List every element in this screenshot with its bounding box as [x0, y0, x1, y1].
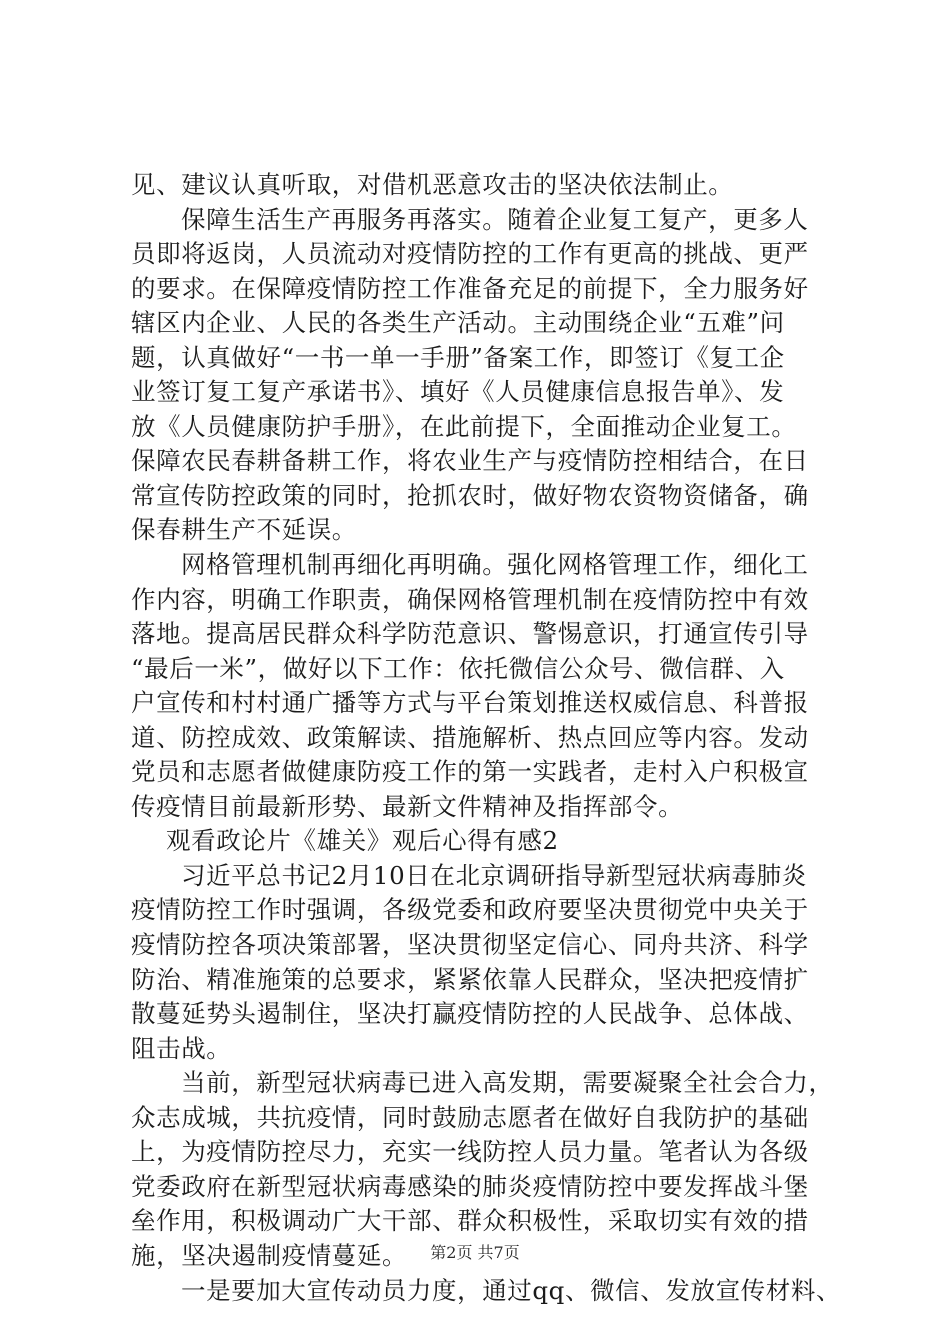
text-line: 户宣传和村村通广播等方式与平台策划推送权威信息、科普报 [131, 688, 809, 718]
paragraph-start-line: 习近平总书记2月10日在北京调研指导新型冠状病毒肺炎 [181, 860, 807, 890]
text-line: 散蔓延势头遏制住，坚决打赢疫情防控的人民战争、总体战、 [131, 999, 809, 1029]
text-line: 传疫情目前最新形势、最新文件精神及指挥部令。 [131, 791, 684, 821]
text-line: 疫情防控各项决策部署，坚决贯彻坚定信心、同舟共济、科学 [131, 930, 809, 960]
text-line: “最后一米”，做好以下工作：依托微信公众号、微信群、入 [131, 653, 785, 683]
paragraph-start-line: 保障生活生产再服务再落实。随着企业复工复产，更多人 [181, 204, 809, 234]
text-line: 见、建议认真听取，对借机恶意攻击的坚决依法制止。 [131, 170, 734, 199]
document-body [131, 168, 842, 1308]
text-line: 辖区内企业、人民的各类生产活动。主动围绕企业“五难”问 [131, 308, 785, 338]
text-line: 疫情防控工作时强调，各级党委和政府要坚决贯彻党中央关于 [131, 895, 809, 925]
text-line: 党员和志愿者做健康防疫工作的第一实践者，走村入户积极宣 [131, 757, 809, 787]
text-line: 施，坚决遏制疫情蔓延。 [131, 1240, 408, 1270]
text-line: 众志成城，共抗疫情，同时鼓励志愿者在做好自我防护的基础 [131, 1102, 809, 1132]
text-line: 放《人员健康防护手册》，在此前提下，全面推动企业复工。 [131, 411, 797, 441]
text-line: 保春耕生产不延误。 [131, 515, 357, 545]
text-line: 题，认真做好“一书一单一手册”备案工作，即签订《复工企 [131, 342, 785, 372]
text-line: 垒作用，积极调动广大干部、群众积极性，采取切实有效的措 [131, 1206, 809, 1236]
text-line: 保障农民春耕备耕工作，将农业生产与疫情防控相结合，在日 [131, 446, 809, 476]
text-line: 道、防控成效、政策解读、措施解析、热点回应等内容。发动 [131, 722, 809, 752]
text-line: 的要求。在保障疫情防控工作准备充足的前提下，全力服务好 [131, 273, 809, 303]
section-heading: 观看政论片《雄关》观后心得有感2 [166, 826, 559, 856]
text-line: 业签订复工复产承诺书》、填好《人员健康信息报告单》、发 [131, 377, 785, 407]
text-line: 党委政府在新型冠状病毒感染的肺炎疫情防控中要发挥战斗堡 [131, 1171, 809, 1201]
text-line: 落地。提高居民群众科学防范意识、警惕意识，打通宣传引导 [131, 619, 809, 649]
text-line: 上，为疫情防控尽力，充实一线防控人员力量。笔者认为各级 [131, 1137, 809, 1167]
text-line: 作内容，明确工作职责，确保网格管理机制在疫情防控中有效 [131, 584, 809, 614]
page-number: 第2页 共7页 [430, 1243, 520, 1262]
text-line: 防治、精准施策的总要求，紧紧依靠人民群众，坚决把疫情扩 [131, 964, 809, 994]
paragraph-start-line: 一是要加大宣传动员力度，通过qq、微信、发放宣传材料、 [181, 1275, 842, 1305]
text-line: 常宣传防控政策的同时，抢抓农时，做好物农资物资储备，确 [131, 480, 809, 510]
page-footer [0, 1240, 950, 1263]
paragraph-start-line: 当前，新型冠状病毒已进入高发期，需要凝聚全社会合力， [181, 1068, 834, 1098]
text-line: 员即将返岗，人员流动对疫情防控的工作有更高的挑战、更严 [131, 239, 809, 269]
paragraph-start-line: 网格管理机制再细化再明确。强化网格管理工作，细化工 [181, 550, 809, 580]
text-line: 阻击战。 [131, 1033, 232, 1063]
